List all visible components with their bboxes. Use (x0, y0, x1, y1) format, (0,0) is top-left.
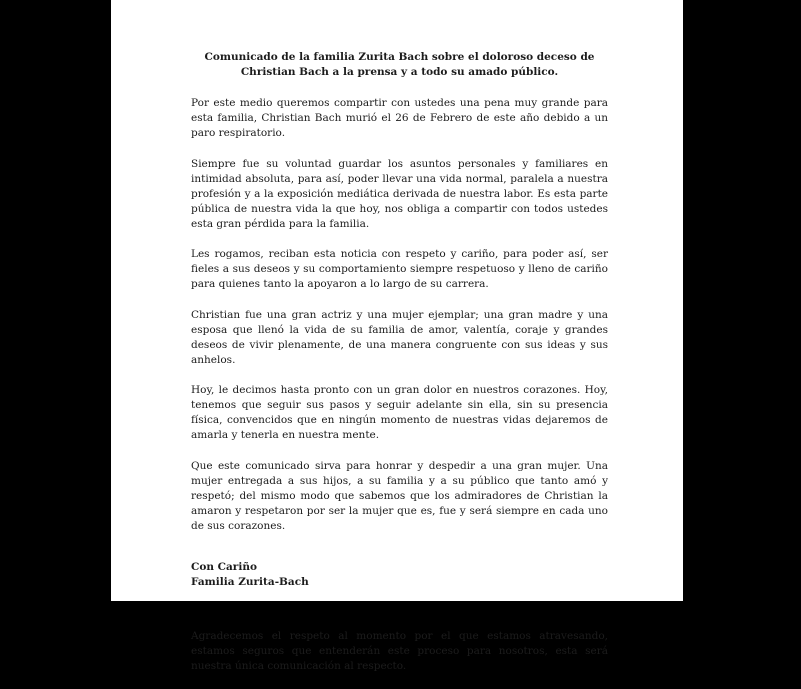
paragraph-1: Por este medio queremos compartir con ustedes una pena muy grande para esta familia, Christian Bach murió el 26 de Febrero de este año debido a un paro respiratorio. (191, 97, 608, 139)
signature-family: Familia Zurita-Bach (191, 575, 309, 588)
paragraph-2: Siempre fue su voluntad guardar los asuntos personales y familiares en intimidad absoluta, para así, poder llevar una vida normal, paralela a nuestra profesión y a la exposición mediática derivada de nuestra labor. Es esta parte pública de nuestra vida la que hoy, nos obliga a compartir con todos ustedes esta gran pérdida para la familia. (191, 157, 608, 230)
document-page (111, 0, 683, 672)
document-title (191, 50, 608, 80)
title-line-1: Comunicado de la familia Zurita Bach sobre el doloroso deceso de (204, 51, 595, 63)
closing-paragraph: Agradecemos el respeto al momento por el que estamos atravesando, estamos seguros que entenderán este proceso para nosotros, esta será nuestra única comunicación al respecto. (191, 629, 608, 672)
title-line-2: Christian Bach a la prensa y a todo su amado público. (240, 66, 559, 78)
paragraph-6: Que este comunicado sirva para honrar y despedir a una gran mujer. Una mujer entregada a sus hijos, a su familia y a su público que tanto amó y respetó; del mismo modo que sabemos que los admiradores de Christian la amaron y respetaron por ser la mujer que es, fue y será siempre en cada uno de sus corazones. (191, 459, 608, 532)
paragraph-5: Hoy, le decimos hasta pronto con un gran dolor en nuestros corazones. Hoy, tenemos que seguir sus pasos y seguir adelante sin ella, sin su presencia física, convencidos que en ningún momento de nuestras vidas dejaremos de amarla y tenerla en nuestra mente. (191, 384, 608, 441)
paragraph-3: Les rogamos, reciban esta noticia con respeto y cariño, para poder así, ser fieles a sus deseos y su comportamiento siempre respetuoso y lleno de cariño para quienes tanto la apoyaron a lo largo de su carrera. (191, 248, 608, 290)
signature-greeting: Con Cariño (191, 560, 257, 573)
signature-block (191, 560, 608, 590)
paragraph-4: Christian fue una gran actriz y una mujer ejemplar; una gran madre y una esposa que llenó la vida de su familia de amor, valentía, coraje y grandes deseos de vivir plenamente, de una manera congruente con sus ideas y sus anhelos. (191, 308, 608, 366)
document-content (191, 50, 608, 689)
